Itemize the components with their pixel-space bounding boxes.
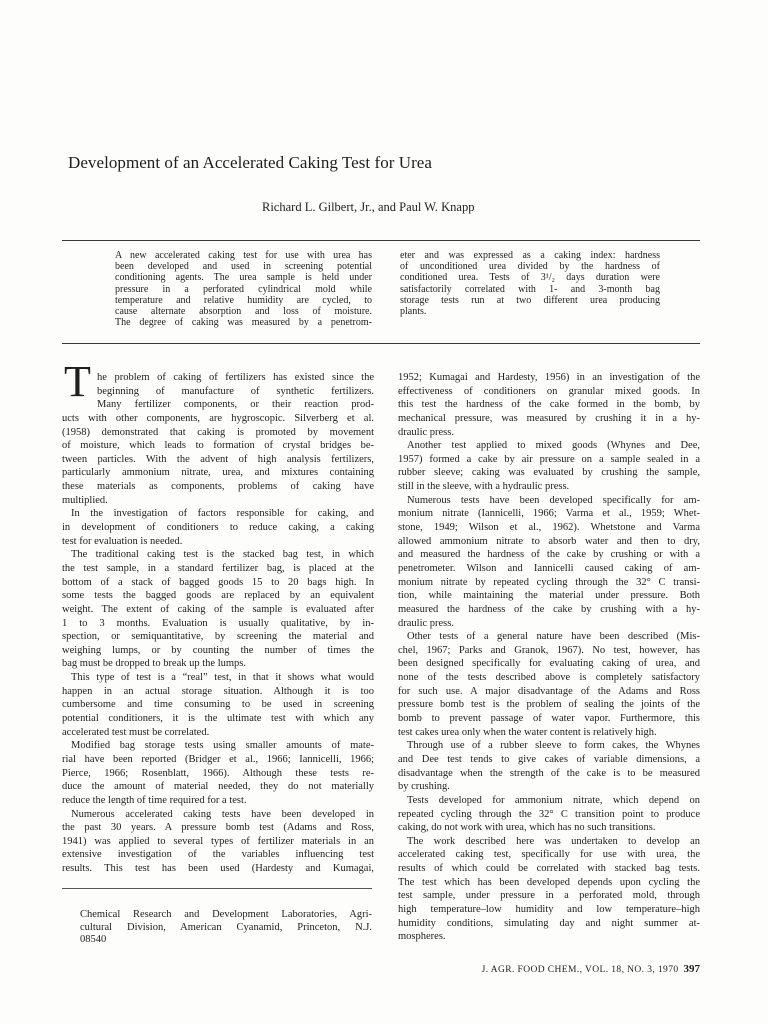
body-right-column: [398, 371, 700, 944]
text-line: particularly ammonium nitrate, urea, and mixtures containing: [62, 467, 374, 479]
text-line: chel, 1967; Parks and Granok, 1967). No test, however, has: [398, 644, 700, 656]
text-line: reduce the length of time required for a test.: [62, 794, 247, 806]
text-line: mospheres.: [398, 931, 446, 943]
text-line: repeated cycling through the 32° C transition point to produce: [398, 808, 700, 820]
text-line: The degree of caking was measured by a penetrom-: [115, 317, 372, 329]
affiliation-footnote: [80, 909, 372, 947]
text-line: eter and was expressed as a caking index: hardness: [400, 250, 660, 261]
text-line: allowed ammonium nitrate to absorb water and then to dry,: [398, 535, 700, 547]
text-line: cultural Division, American Cyanamid, Princeton, N.J.: [80, 921, 372, 933]
text-line: plants.: [400, 305, 427, 317]
paper-title: Development of an Accelerated Caking Test for Urea: [68, 153, 432, 172]
text-line: monium nitrate (Iannicelli, 1966; Varma et al., 1959; Whet-: [398, 508, 700, 520]
text-line: conditioning agents. The urea sample is held under: [115, 272, 372, 284]
text-line: rial have been reported (Bridger et al., 1966; Iannicelli, 1966;: [62, 753, 374, 765]
text-line: happen in an actual storage situation. Although it is too: [62, 685, 374, 697]
abstract-right-column: [400, 250, 660, 317]
text-line: storage tests run at two different urea producing: [400, 294, 660, 306]
text-line: accelerated test must be correlated.: [62, 726, 210, 738]
text-line: been designed specifically for evaluating caking of urea, and: [398, 658, 700, 670]
text-line: The test which has been developed depends upon cycling the: [398, 876, 700, 888]
text-line: 1952; Kumagai and Hardesty, 1956) in an investigation of the: [398, 372, 700, 383]
text-line: Numerous accelerated caking tests have been developed in: [71, 808, 374, 820]
text-line: bomb to prevent passage of water vapor. Furthermore, this: [398, 713, 700, 725]
text-line: and Dee test tends to give cakes of variable dimensions, a: [398, 753, 700, 765]
text-line: 1 to 3 months. Evaluation is usually qualitative, by in-: [62, 617, 374, 629]
text-line: some tests the bagged goods are replaced by an equivalent: [62, 590, 374, 602]
text-line: by crushing.: [398, 781, 450, 793]
text-line: Tests developed for ammonium nitrate, which depend on: [407, 794, 700, 806]
text-line: bag must be dropped to break up the lumps.: [62, 658, 247, 670]
text-line: conditioned urea. Tests of 3¹/₂ days duration were: [400, 272, 660, 284]
text-line: results of which could be correlated with stacked bag tests.: [398, 863, 700, 875]
text-line: The work described here was undertaken to develop an: [407, 835, 700, 847]
page-footer: [400, 961, 700, 977]
text-line: Pierce, 1966; Rosenblatt, 1966). Although these tests re-: [62, 767, 374, 779]
text-line: bottom of a stack of bagged goods 15 to 20 bags high. In: [62, 576, 374, 588]
abstract-bottom-rule: [62, 343, 700, 344]
text-line: Another test applied to mixed goods (Whynes and Dee,: [407, 440, 700, 452]
text-line: duce the amount of material needed, they do not materially: [62, 781, 374, 793]
text-line: caking, do not work with urea, which has no such transitions.: [398, 822, 656, 834]
text-line: 1941) was applied to several types of fertilizer materials in an: [62, 835, 374, 847]
text-line: potential conditioners, it is the ultimate test with which any: [62, 713, 374, 725]
text-line: This type of test is a “real” test, in that it shows what would: [71, 672, 374, 684]
text-line: extensive investigation of the variables influencing test: [62, 849, 374, 861]
text-line: beginning of manufacture of synthetic fertilizers.: [97, 385, 374, 397]
text-line: still in the sleeve, with a hydraulic press.: [398, 481, 570, 493]
text-line: spection, or semiquantitative, by screening the material and: [62, 631, 374, 643]
text-line: Other tests of a general nature have been described (Mis-: [407, 631, 700, 643]
text-line: high temperature–low humidity and low temperature–high: [398, 903, 700, 915]
text-line: Numerous tests have been developed specifically for am-: [407, 494, 700, 506]
footnote-rule: [62, 888, 372, 889]
text-line: the test sample, in a standard fertilizer bag, is placed at the: [62, 562, 374, 574]
text-line: In the investigation of factors responsible for caking, and: [71, 508, 374, 520]
text-line: 08540: [80, 934, 107, 945]
text-line: cause alternate absorption and loss of moisture.: [115, 305, 372, 317]
text-line: ucts with other components, are hygroscopic. Silverberg et al.: [62, 412, 374, 424]
text-line: results. This test has been used (Hardesty and Kumagai,: [62, 863, 374, 875]
text-line: and measured the hardness of the cake by crushing or with a: [398, 549, 700, 561]
text-line: draulic press.: [398, 426, 454, 438]
text-line: Chemical Research and Development Laboratories, Agri-: [80, 909, 372, 920]
text-line: penetrometer. Wilson and Iannicelli caused caking of am-: [398, 562, 700, 574]
journal-citation: J. AGR. FOOD CHEM., VOL. 18, NO. 3, 1970: [481, 965, 679, 975]
text-line: pressure bomb test is the problem of sealing the joints of the: [398, 699, 700, 711]
text-line: accelerated caking test, specifically for use with urea, the: [398, 849, 700, 861]
text-line: The traditional caking test is the stacked bag test, in which: [71, 549, 374, 561]
text-line: for such use. A major disadvantage of the Adams and Ross: [398, 685, 700, 697]
body-left-column: [62, 371, 374, 876]
text-line: effectiveness of conditioners on granular mixed goods. In: [398, 385, 700, 397]
text-line: rubber sleeve; caking was evaluated by crushing the sample,: [398, 467, 700, 479]
drop-cap: T: [64, 357, 91, 406]
text-line: this test the hardness of the cake formed in the bomb, by: [398, 399, 700, 411]
text-line: the past 30 years. A pressure bomb test (Adams and Ross,: [62, 822, 374, 834]
authors: Richard L. Gilbert, Jr., and Paul W. Knapp: [262, 200, 475, 214]
page-number: 397: [683, 963, 700, 975]
text-line: test sample, under pressure in a perforated mold, through: [398, 890, 700, 902]
text-line: monium nitrate by repeated cycling through the 32° C transi-: [398, 576, 700, 588]
text-line: test cakes urea only when the water content is relatively high.: [398, 726, 657, 738]
text-line: cumbersome and time consuming to be used in screening: [62, 699, 374, 711]
text-line: weighing lumps, or by counting the number of times the: [62, 644, 374, 656]
text-line: measured the hardness of the cake by crushing with a hy-: [398, 603, 700, 615]
text-line: he problem of caking of fertilizers has existed since the: [97, 372, 374, 383]
abstract-left-column: [115, 250, 372, 328]
text-line: Modified bag storage tests using smaller amounts of mate-: [71, 740, 374, 752]
text-line: test for evaluation is needed.: [62, 535, 183, 547]
text-line: mechanical pressure, was measured by crushing it in a hy-: [398, 412, 700, 424]
text-line: 1957) formed a cake by air pressure on a sample sealed in a: [398, 453, 700, 465]
text-line: disadvantage when the strength of the cake is to be measured: [398, 767, 700, 779]
text-line: in development of conditioners to reduce caking, a caking: [62, 522, 374, 534]
text-line: tween particles. With the advent of high analysis fertilizers,: [62, 453, 374, 465]
text-line: these materials as components, problems of caking have: [62, 481, 374, 493]
text-line: of unconditioned urea divided by the hardness of: [400, 261, 660, 273]
text-line: Many fertilizer components, or their reaction prod-: [97, 399, 374, 411]
text-line: tion, while maintaining the material under pressure. Both: [398, 590, 700, 602]
text-line: none of the tests described above is completely satisfactory: [398, 672, 700, 684]
text-line: draulic press.: [398, 617, 454, 629]
text-line: humidity conditions, simulating day and night summer at-: [398, 917, 700, 929]
text-line: (1958) demonstrated that caking is promoted by movement: [62, 426, 374, 438]
text-line: of moisture, which leads to formation of crystal bridges be-: [62, 440, 374, 452]
text-line: pressure in a perforated cylindrical mold while: [115, 283, 372, 295]
text-line: weight. The extent of caking of the sample is evaluated after: [62, 603, 374, 615]
text-line: A new accelerated caking test for use with urea has: [115, 250, 372, 261]
text-line: stone, 1949; Wilson et al., 1962). Whetstone and Varma: [398, 522, 700, 534]
text-line: temperature and relative humidity are cycled, to: [115, 294, 372, 306]
abstract-top-rule: [62, 240, 700, 241]
text-line: multiplied.: [62, 494, 108, 506]
text-line: Through use of a rubber sleeve to form cakes, the Whynes: [407, 740, 700, 752]
text-line: been developed and used in screening potential: [115, 261, 372, 273]
text-line: satisfactorily correlated with 1- and 3-month bag: [400, 283, 660, 295]
